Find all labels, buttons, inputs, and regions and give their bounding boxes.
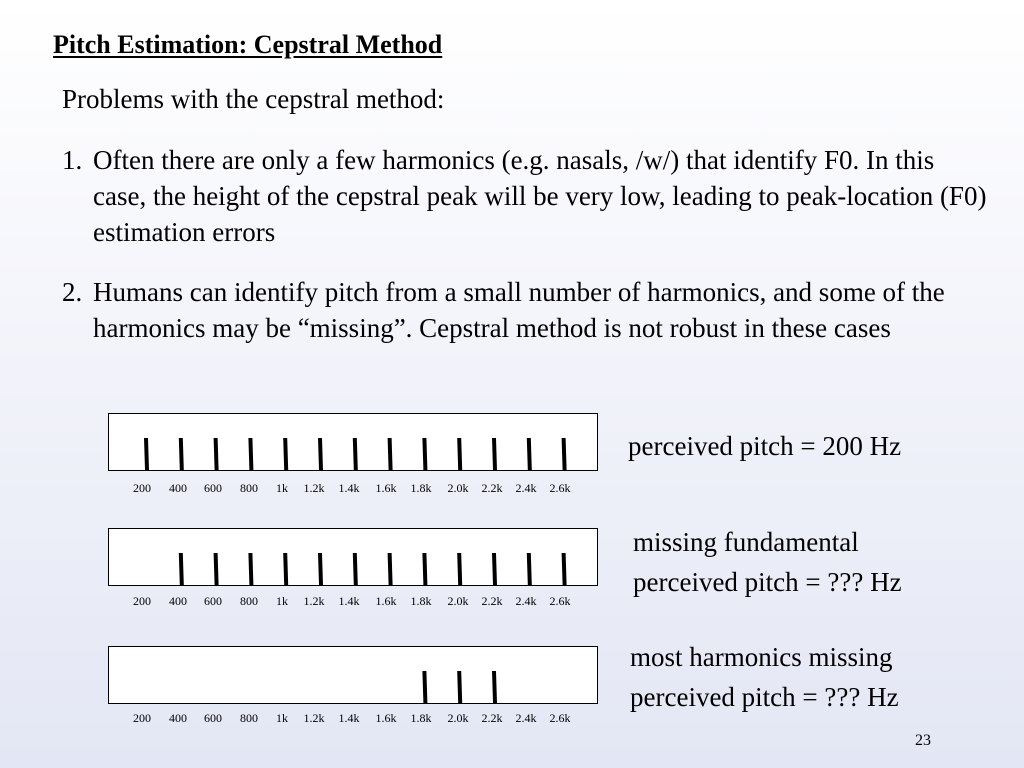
harmonic-line-800hz xyxy=(250,553,251,585)
tick-label: 2.4k xyxy=(515,481,537,495)
spectrum-plot-most-missing xyxy=(108,646,598,704)
spectrum-plot-full-harmonics xyxy=(108,413,598,471)
harmonic-line-600hz xyxy=(216,553,217,585)
tick-label: 200 xyxy=(133,481,151,495)
tick-label: 1.4k xyxy=(338,481,360,495)
harmonic-line-2200hz xyxy=(494,553,495,585)
harmonic-line-1400hz xyxy=(355,553,356,585)
tick-label: 1.8k xyxy=(410,481,432,495)
caption-line: most harmonics missing xyxy=(630,642,893,672)
tick-label: 1.6k xyxy=(375,594,397,608)
harmonic-line-1200hz xyxy=(320,553,321,585)
list-item-text: Often there are only a few harmonics (e.g. nasals, /w/) that identify F0. In this case, the height of the cepstral peak will be very low, leading to peak-location (F0) estimation errors xyxy=(93,145,987,247)
harmonic-line-400hz xyxy=(181,438,182,470)
harmonic-line-600hz xyxy=(216,438,217,470)
harmonic-line-2000hz xyxy=(459,438,460,470)
harmonic-line-1000hz xyxy=(285,553,286,585)
tick-label: 1k xyxy=(276,711,288,725)
harmonic-line-2000hz xyxy=(459,671,460,703)
list-item-text: Humans can identify pitch from a small number of harmonics, and some of the harmonics may be “missing”. Cepstral method is not robust in these cases xyxy=(93,277,945,343)
tick-label: 600 xyxy=(204,711,222,725)
spectrum-lines xyxy=(109,647,599,705)
tick-label: 2.2k xyxy=(481,481,503,495)
harmonic-line-2400hz xyxy=(529,553,530,585)
harmonic-line-2200hz xyxy=(494,438,495,470)
tick-label: 2.6k xyxy=(549,594,571,608)
spectrum-plot-missing-fundamental xyxy=(108,528,598,586)
tick-label: 800 xyxy=(240,481,258,495)
spectrum-lines xyxy=(109,529,599,587)
harmonic-line-1800hz xyxy=(424,438,425,470)
slide-subtitle: Problems with the cepstral method: xyxy=(62,84,445,114)
caption-line: missing fundamental xyxy=(633,527,859,557)
tick-label: 600 xyxy=(204,481,222,495)
tick-label: 1.8k xyxy=(410,594,432,608)
tick-label: 2.2k xyxy=(481,711,503,725)
tick-label: 400 xyxy=(169,594,187,608)
tick-label: 2.4k xyxy=(515,711,537,725)
harmonic-line-2000hz xyxy=(459,553,460,585)
tick-label: 1.6k xyxy=(375,711,397,725)
harmonic-line-2200hz xyxy=(494,671,495,703)
tick-label: 1.2k xyxy=(303,481,325,495)
tick-label: 1.8k xyxy=(410,711,432,725)
harmonic-line-800hz xyxy=(250,438,251,470)
harmonic-line-1400hz xyxy=(355,438,356,470)
harmonic-line-200hz xyxy=(146,438,147,470)
tick-label: 1k xyxy=(276,481,288,495)
harmonic-line-1200hz xyxy=(320,438,321,470)
tick-label: 2.6k xyxy=(549,711,571,725)
harmonic-line-2600hz xyxy=(564,438,565,470)
harmonic-line-400hz xyxy=(181,553,182,585)
harmonic-line-1600hz xyxy=(390,438,391,470)
frequency-axis-labels xyxy=(108,711,598,727)
list-item-number: 1. xyxy=(62,145,83,175)
tick-label: 1.6k xyxy=(375,481,397,495)
caption-line: perceived pitch = ??? Hz xyxy=(633,567,902,597)
harmonic-line-1000hz xyxy=(285,438,286,470)
tick-label: 1.4k xyxy=(338,594,360,608)
caption-missing-fundamental xyxy=(633,522,902,602)
tick-label: 600 xyxy=(204,594,222,608)
tick-label: 800 xyxy=(240,594,258,608)
slide-title: Pitch Estimation: Cepstral Method xyxy=(53,30,443,59)
frequency-axis-labels xyxy=(108,594,598,610)
tick-label: 200 xyxy=(133,711,151,725)
harmonic-line-2400hz xyxy=(529,438,530,470)
tick-label: 800 xyxy=(240,711,258,725)
tick-label: 2.6k xyxy=(549,481,571,495)
tick-label: 1.2k xyxy=(303,711,325,725)
harmonic-line-1600hz xyxy=(390,553,391,585)
spectrum-lines xyxy=(109,414,599,472)
tick-label: 400 xyxy=(169,481,187,495)
caption-line: perceived pitch = ??? Hz xyxy=(630,682,899,712)
list-item-number: 2. xyxy=(62,277,83,307)
caption-perceived-pitch xyxy=(628,426,901,466)
harmonic-line-1800hz xyxy=(424,553,425,585)
caption-most-harmonics-missing xyxy=(630,637,899,717)
tick-label: 2.0k xyxy=(447,594,469,608)
tick-label: 2.0k xyxy=(447,481,469,495)
tick-label: 2.0k xyxy=(447,711,469,725)
tick-label: 1.4k xyxy=(338,711,360,725)
harmonic-line-1800hz xyxy=(424,671,425,703)
tick-label: 2.4k xyxy=(515,594,537,608)
tick-label: 2.2k xyxy=(481,594,503,608)
frequency-axis-labels xyxy=(108,481,598,497)
tick-label: 1.2k xyxy=(303,594,325,608)
tick-label: 200 xyxy=(133,594,151,608)
page-number: 23 xyxy=(915,732,931,749)
tick-label: 1k xyxy=(276,594,288,608)
caption-line: perceived pitch = 200 Hz xyxy=(628,431,902,461)
harmonic-line-2600hz xyxy=(564,553,565,585)
tick-label: 400 xyxy=(169,711,187,725)
